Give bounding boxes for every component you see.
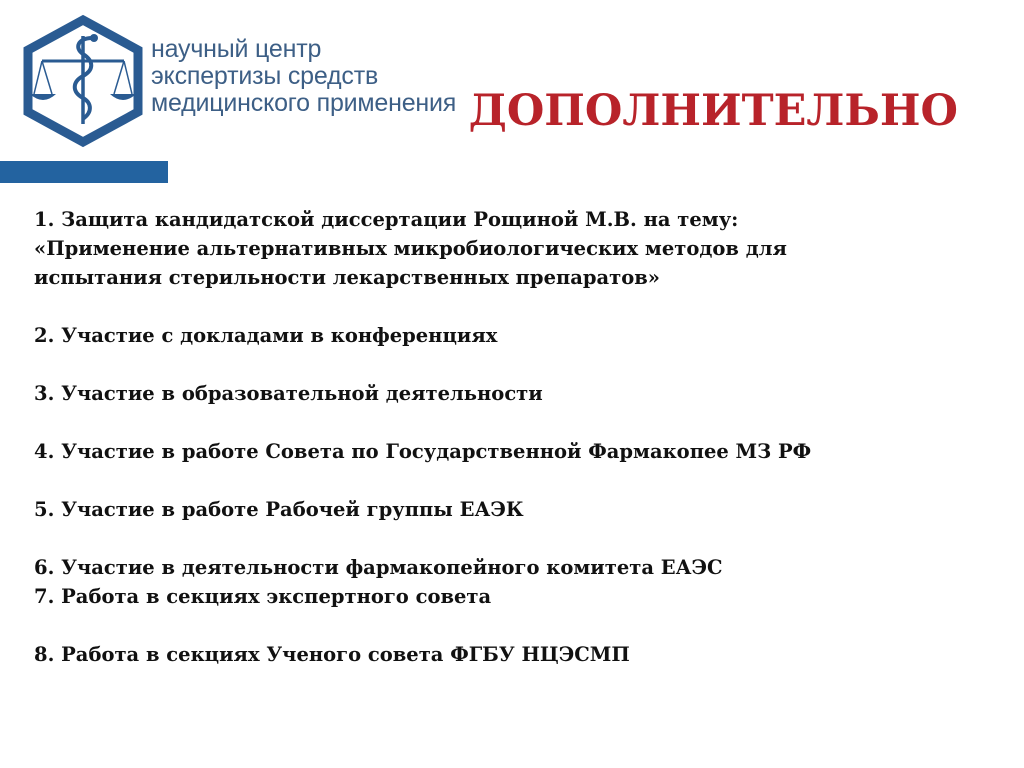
caduceus-scales-hexagon-icon [20, 14, 146, 148]
list-item [34, 495, 994, 524]
spacer [34, 524, 994, 553]
list-item-line: 4. Участие в работе Совета по Государственной Фармакопее МЗ РФ [34, 440, 812, 463]
spacer [34, 611, 994, 640]
spacer [34, 466, 994, 495]
spacer [34, 350, 994, 379]
list-item-line: 1. Защита кандидатской диссертации Рощиной М.В. на тему: [34, 208, 739, 231]
organization-name-line: медицинского применения [151, 89, 457, 117]
list-item-line: «Применение альтернативных микробиологических методов для [34, 237, 787, 260]
list-item-line: 7. Работа в секциях экспертного совета [34, 585, 492, 608]
list-item [34, 640, 994, 669]
organization-name-line: экспертизы средств [151, 62, 379, 90]
list-item [34, 582, 994, 611]
list-item-line: 6. Участие в деятельности фармакопейного комитета ЕАЭС [34, 556, 723, 579]
organization-name [151, 36, 456, 117]
list-item [34, 379, 994, 408]
spacer [34, 408, 994, 437]
list-item-line: 5. Участие в работе Рабочей группы ЕАЭК [34, 498, 524, 521]
header-divider-bar [0, 161, 168, 183]
list-item [34, 553, 994, 582]
list-item [34, 321, 994, 350]
list-item-line: 2. Участие с докладами в конференциях [34, 324, 498, 347]
organization-name-line: научный центр [151, 35, 322, 63]
list-item [34, 205, 994, 292]
list-item-line: 3. Участие в образовательной деятельности [34, 382, 543, 405]
list-item-line: испытания стерильности лекарственных препаратов» [34, 266, 660, 289]
spacer [34, 292, 994, 321]
list-item-line: 8. Работа в секциях Ученого совета ФГБУ НЦЭСМП [34, 643, 630, 666]
activities-list [34, 205, 994, 669]
slide-title: ДОПОЛНИТЕЛЬНО [468, 86, 958, 136]
list-item [34, 437, 994, 466]
organization-logo [20, 14, 146, 148]
